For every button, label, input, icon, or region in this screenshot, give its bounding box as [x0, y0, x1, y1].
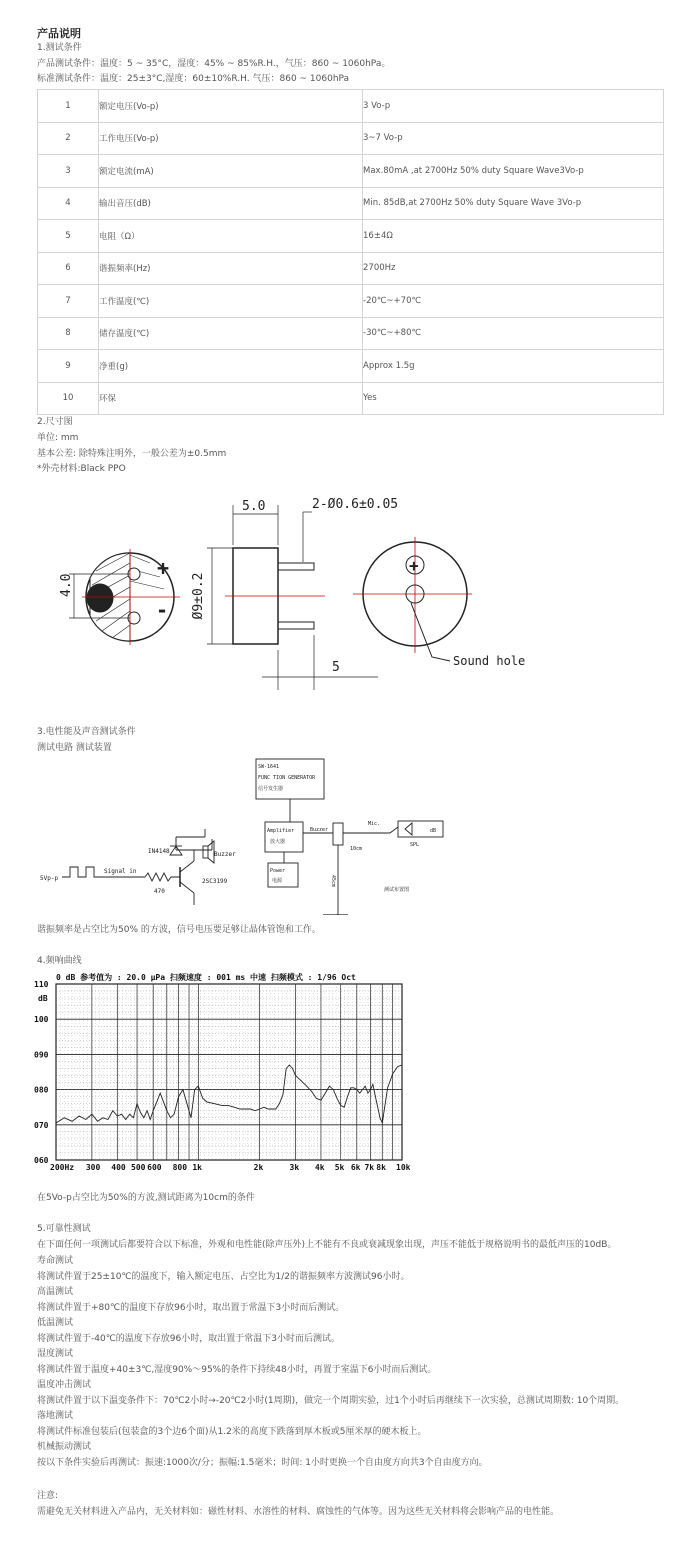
gen-label-2: FUNC TION GENERATOR	[258, 775, 316, 781]
x-tick-label: 3k	[289, 1163, 300, 1172]
spec-item: 电阻（Ω）	[99, 220, 363, 253]
reliability-item-desc: 将测试件标准包装后(包装盒的3个边6个面)从1.2米的高度下跌落到厚木板或5厘米厚的硬木板上。	[37, 1427, 427, 1437]
spec-row	[38, 187, 664, 220]
reliability-item-desc: 将测试件置于25±10℃的温度下，输入额定电压、占空比为1/2的谐振频率方波测试96小时。	[37, 1272, 410, 1282]
y-tick-label: 060	[34, 1156, 49, 1165]
reliability-item-name: 低温测试	[37, 1318, 74, 1328]
spec-item: 额定电流(mA)	[99, 155, 363, 188]
x-tick-label: 5k	[334, 1163, 345, 1172]
spec-table	[37, 89, 664, 415]
frequency-response-chart	[30, 970, 420, 1175]
y-tick-label: 110	[34, 980, 49, 989]
dimensions-unit: 单位: mm	[37, 433, 79, 443]
spec-value: 3 Vo-p	[363, 90, 664, 123]
spec-value: 16±4Ω	[363, 220, 664, 253]
y-tick-label: 070	[34, 1120, 49, 1130]
gen-label-3: 信号发生器	[258, 786, 284, 792]
reliability-item-name: 湿度测试	[37, 1349, 74, 1359]
spec-item: 储存温度(℃)	[99, 317, 363, 350]
spec-row	[38, 382, 664, 415]
reliability-item-desc: 将测试件置于+80℃的温度下存放96小时，取出置于常温下3小时而后测试。	[37, 1303, 345, 1313]
chart-header: 0 dB 参考值为 : 20.0 µPa 扫频速度 : 001 ms 中速 扫频模式 : 1/96 Oct	[56, 973, 356, 982]
circuit-heading: 3.电性能及声音测试条件	[37, 727, 136, 737]
x-tick-label: 7k	[364, 1163, 375, 1172]
spec-item: 输出音压(dB)	[99, 187, 363, 220]
x-tick-label: 300	[85, 1163, 101, 1172]
power-label-2: 电源	[272, 878, 283, 884]
x-tick-label: 8k	[376, 1163, 386, 1172]
x-tick-label: 400	[111, 1163, 126, 1172]
dim-diameter-label: Ø9±0.2	[191, 572, 206, 620]
spec-no: 3	[38, 155, 99, 188]
y-unit-label: dB	[38, 994, 48, 1003]
y-tick-label: 090	[34, 1050, 49, 1060]
x-tick-label: 1k	[192, 1163, 202, 1172]
spec-item: 环保	[99, 382, 363, 415]
spec-row	[38, 220, 664, 253]
x-tick-label: 600	[147, 1163, 162, 1172]
diode-label: IN4148	[148, 848, 170, 855]
spec-no: 7	[38, 285, 99, 318]
resistor-label: 470	[154, 888, 165, 895]
spec-value: Yes	[363, 382, 664, 415]
spec-no: 4	[38, 187, 99, 220]
circuit-note: 谐振频率是占空比为50% 的方波，信号电压要足够让晶体管饱和工作。	[37, 925, 321, 935]
x-tick-label: 2k	[253, 1163, 264, 1172]
dimensions-heading: 2.尺寸图	[37, 417, 73, 427]
dim-pinlen-label: 5	[332, 660, 340, 675]
spec-item: 净重(g)	[99, 350, 363, 383]
test-conditions-line2: 标准测试条件：温度：25±3°C,湿度：60±10%R.H. 气压：860 ~ 1060hPa	[37, 74, 350, 84]
notice-heading: 注意:	[37, 1491, 59, 1501]
page-title: 产品说明	[37, 27, 81, 40]
svg-text:+: +	[409, 556, 419, 575]
spec-value: 2700Hz	[363, 252, 664, 285]
frequency-note: 在5Vo-p占空比为50%的方波,测试距离为10cm的条件	[37, 1193, 255, 1203]
height-label: 45cm	[330, 875, 336, 888]
reliability-item-desc: 按以下条件实验后再测试：振速:1000次/分；振幅:1.5毫米；时间: 1小时更换一个自由度方向共3个自由度方向。	[37, 1458, 488, 1468]
x-tick-label: 10k	[396, 1163, 411, 1172]
spec-value: 3~7 Vo-p	[363, 122, 664, 155]
x-tick-label: 6k	[350, 1163, 361, 1172]
circuit-subheading: 测试电路 测试装置	[37, 743, 112, 753]
x-tick-label: 4k	[314, 1163, 325, 1172]
reliability-item-name: 落地测试	[37, 1411, 74, 1421]
setup-label: 测试布置图	[384, 887, 410, 893]
spec-row	[38, 285, 664, 318]
y-tick-label: 080	[34, 1085, 49, 1095]
x-tick-label: 200Hz	[50, 1163, 75, 1172]
reliability-item-desc: 将测试件置于以下温变条件下：70℃2小时→-20℃2小时(1周期)，做完一个周期实验，过1个小时后再继续下一次实验，总测试周期数: 10个周期。	[37, 1396, 625, 1406]
spec-item: 额定电压(Vo-p)	[99, 90, 363, 123]
frequency-heading: 4.频响曲线	[37, 956, 82, 966]
series-line	[56, 1065, 402, 1123]
spec-value: Min. 85dB,at 2700Hz 50% duty Square Wave 3Vo-p	[363, 187, 664, 220]
source-label: 5Vp-p	[40, 875, 59, 882]
power-label-1: Power	[270, 868, 286, 874]
reliability-item-name: 温度冲击测试	[37, 1380, 92, 1390]
reliability-item-name: 高温测试	[37, 1287, 74, 1297]
db-label: dB	[430, 828, 437, 834]
reliability-item-name: 寿命测试	[37, 1256, 74, 1266]
test-conditions-line1: 产品测试条件：温度：5 ~ 35°C，湿度：45% ~ 85%R.H.，气压：860 ~ 1060hPa。	[37, 59, 391, 69]
reliability-item-desc: 将测试件置于-40℃的温度下存放96小时，取出置于常温下3小时而后测试。	[37, 1334, 340, 1344]
spec-item: 工作温度(℃)	[99, 285, 363, 318]
y-tick-label: 100	[34, 1015, 49, 1025]
spec-no: 5	[38, 220, 99, 253]
dimensions-tolerance: 基本公差: 除特殊注明外，一般公差为±0.5mm	[37, 449, 227, 459]
mic-label: Mic.	[368, 821, 381, 827]
spec-row	[38, 317, 664, 350]
gen-label-1: SW-1641	[258, 764, 280, 770]
sound-hole-label: Sound hole	[453, 654, 526, 668]
spec-row	[38, 122, 664, 155]
spec-no: 2	[38, 122, 99, 155]
test-conditions-heading: 1.测试条件	[37, 43, 82, 53]
reliability-item-name: 机械振动测试	[37, 1442, 92, 1452]
plot-frame	[56, 984, 402, 1160]
amp-label-2: 放大器	[270, 839, 286, 845]
spec-no: 6	[38, 252, 99, 285]
spec-value: Max.80mA ,at 2700Hz 50% duty Square Wave3Vo-p	[363, 155, 664, 188]
plus-label: +	[157, 556, 170, 580]
buzzer-label: Buzzer	[214, 851, 236, 858]
x-tick-label: 500	[131, 1163, 146, 1172]
transistor-label: 2SC3199	[202, 878, 228, 885]
spec-no: 1	[38, 90, 99, 123]
dim-width-label: 5.0	[242, 499, 266, 514]
x-tick-label: 800	[172, 1163, 188, 1172]
notice-text: 需避免无关材料进入产品内，无关材料如：磁性材料、水溶性的材料、腐蚀性的气体等。因为这些无关材料将会影响产品的电性能。	[37, 1507, 560, 1517]
dimension-drawing	[0, 485, 700, 705]
distance-label: 10cm	[350, 846, 363, 852]
dim-pitch-label: 4.0	[59, 573, 74, 597]
signal-label: Signal in	[104, 868, 137, 875]
spec-item: 工作电压(Vo-p)	[99, 122, 363, 155]
minus-label: -	[156, 598, 169, 622]
spec-no: 8	[38, 317, 99, 350]
spec-value: -20℃~+70℃	[363, 285, 664, 318]
spec-item: 谐振频率(Hz)	[99, 252, 363, 285]
dim-pins-label: 2-Ø0.6±0.05	[312, 497, 399, 512]
spec-value: -30℃~+80℃	[363, 317, 664, 350]
amp-label-1: Amplifier	[267, 828, 295, 834]
reliability-intro: 在下面任何一项测试后都要符合以下标准，外观和电性能(除声压外)上不能有不良或衰减现象出现，声压不能低于规格说明书的最低声压的10dB。	[37, 1240, 617, 1250]
spl-label: SPL	[410, 842, 420, 848]
spec-row	[38, 252, 664, 285]
buzzer2-label: Buzzer	[310, 827, 329, 833]
spec-row	[38, 350, 664, 383]
dimensions-material: *外壳材料:Black PPO	[37, 464, 126, 474]
test-circuit-diagram	[0, 755, 700, 915]
spec-value: Approx 1.5g	[363, 350, 664, 383]
spec-row	[38, 155, 664, 188]
reliability-heading: 5.可靠性测试	[37, 1224, 91, 1234]
reliability-item-desc: 将测试件置于温度+40±3℃,湿度90%～95%的条件下持续48小时，再置于室温下6小时而后测试。	[37, 1365, 437, 1375]
spec-no: 9	[38, 350, 99, 383]
spec-no: 10	[38, 382, 99, 415]
spec-row	[38, 90, 664, 123]
